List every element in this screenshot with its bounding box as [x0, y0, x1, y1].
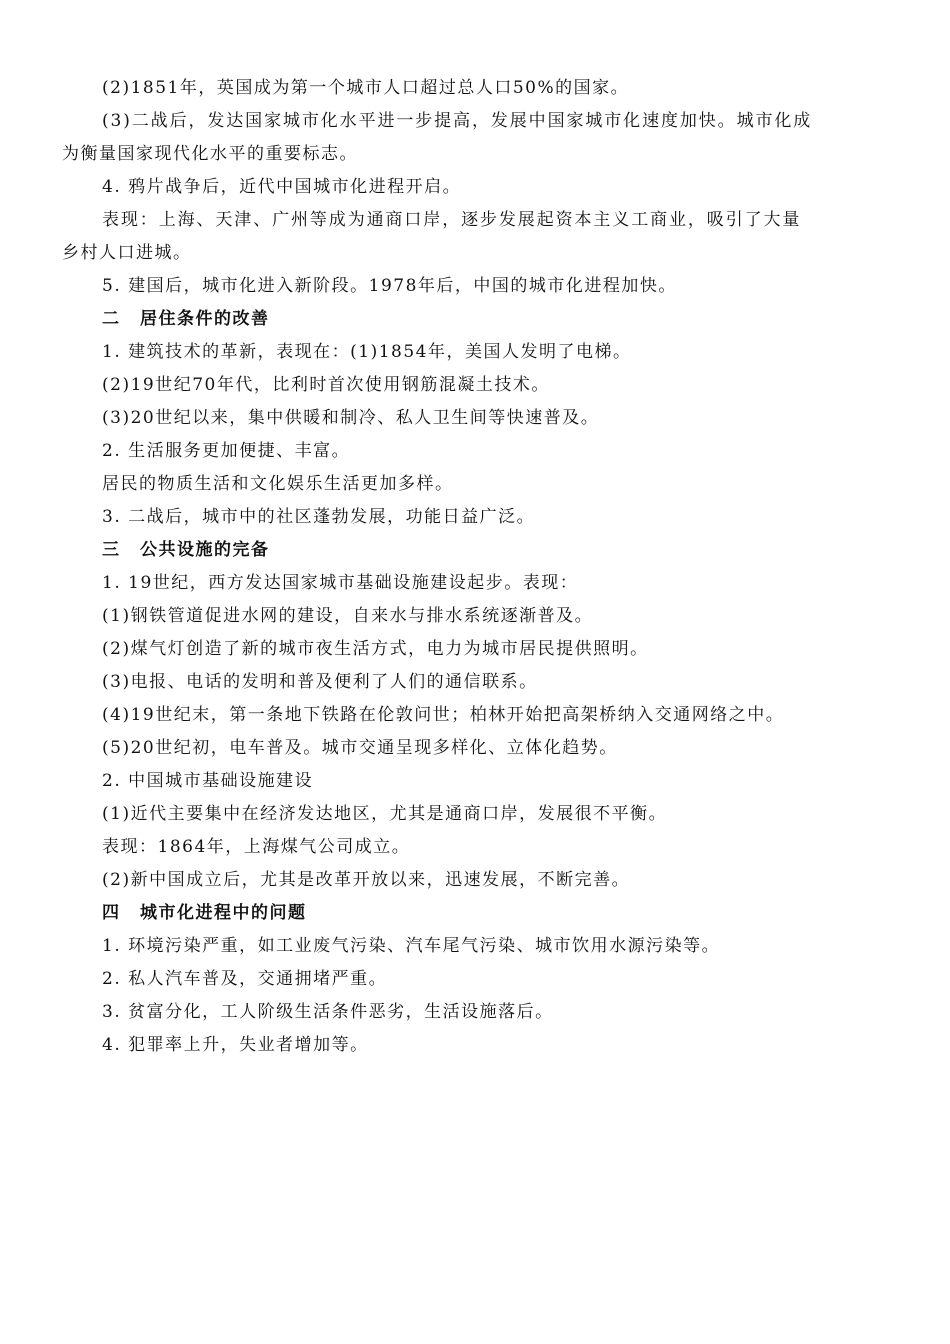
list-item: (3)电报、电话的发明和普及便利了人们的通信联系。	[102, 672, 538, 692]
list-item: 1. 建筑技术的革新，表现在：(1)1854年，美国人发明了电梯。	[102, 342, 632, 362]
list-item: (1)近代主要集中在经济发达地区，尤其是通商口岸，发展很不平衡。	[102, 804, 668, 824]
list-item: 2. 私人汽车普及，交通拥堵严重。	[102, 969, 388, 989]
list-item: (4)19世纪末，第一条地下铁路在伦敦问世；柏林开始把高架桥纳入交通网络之中。	[102, 705, 785, 725]
list-item: (3)20世纪以来，集中供暖和制冷、私人卫生间等快速普及。	[102, 408, 600, 428]
document-body	[62, 72, 892, 1062]
section-heading-public-facilities	[62, 534, 892, 567]
list-item: 3. 贫富分化，工人阶级生活条件恶劣，生活设施落后。	[102, 1002, 554, 1022]
paragraph-treaty-ports-line1: 表现：上海、天津、广州等成为通商口岸，逐步发展起资本主义工商业，吸引了大量	[102, 210, 802, 230]
section-title: 居住条件的改善	[140, 309, 270, 329]
paragraph-opium-war: 4. 鸦片战争后，近代中国城市化进程开启。	[102, 177, 462, 197]
paragraph-postwar-urbanization-line2: 为衡量国家现代化水平的重要标志。	[62, 144, 358, 164]
list-item: (5)20世纪初，电车普及。城市交通呈现多样化、立体化趋势。	[102, 738, 618, 758]
list-item: 3. 二战后，城市中的社区蓬勃发展，功能日益广泛。	[102, 507, 536, 527]
paragraph-postwar-urbanization-line1: (3)二战后，发达国家城市化水平进一步提高，发展中国家城市化速度加快。城市化成	[102, 111, 813, 131]
paragraph-treaty-ports-line2: 乡村人口进城。	[62, 243, 192, 263]
section-number: 二	[102, 309, 121, 329]
section-heading-urbanization-problems	[62, 897, 892, 930]
section-number: 三	[102, 540, 121, 560]
list-item: 1. 环境污染严重，如工业废气污染、汽车尾气污染、城市饮用水源污染等。	[102, 936, 721, 956]
section-heading-living-conditions	[62, 303, 892, 336]
section-number: 四	[102, 903, 121, 923]
list-item: 4. 犯罪率上升，失业者增加等。	[102, 1035, 369, 1055]
list-item: 1. 19世纪，西方发达国家城市基础设施建设起步。表现：	[102, 573, 579, 593]
list-item: 表现：1864年，上海煤气公司成立。	[102, 837, 411, 857]
list-item: 2. 中国城市基础设施建设	[102, 771, 314, 791]
list-item: (2)新中国成立后，尤其是改革开放以来，迅速发展，不断完善。	[102, 870, 631, 890]
paragraph-post-1949: 5. 建国后，城市化进入新阶段。1978年后，中国的城市化进程加快。	[102, 276, 677, 296]
list-item: (2)19世纪70年代，比利时首次使用钢筋混凝土技术。	[102, 375, 550, 395]
list-item: (2)煤气灯创造了新的城市夜生活方式，电力为城市居民提供照明。	[102, 639, 649, 659]
list-item: 居民的物质生活和文化娱乐生活更加多样。	[102, 474, 454, 494]
section-title: 公共设施的完备	[140, 540, 270, 560]
list-item: (1)钢铁管道促进水网的建设，自来水与排水系统逐渐普及。	[102, 606, 594, 626]
section-title: 城市化进程中的问题	[140, 903, 307, 923]
list-item: 2. 生活服务更加便捷、丰富。	[102, 441, 351, 461]
paragraph-1851-britain: (2)1851年，英国成为第一个城市人口超过总人口50%的国家。	[102, 78, 630, 98]
